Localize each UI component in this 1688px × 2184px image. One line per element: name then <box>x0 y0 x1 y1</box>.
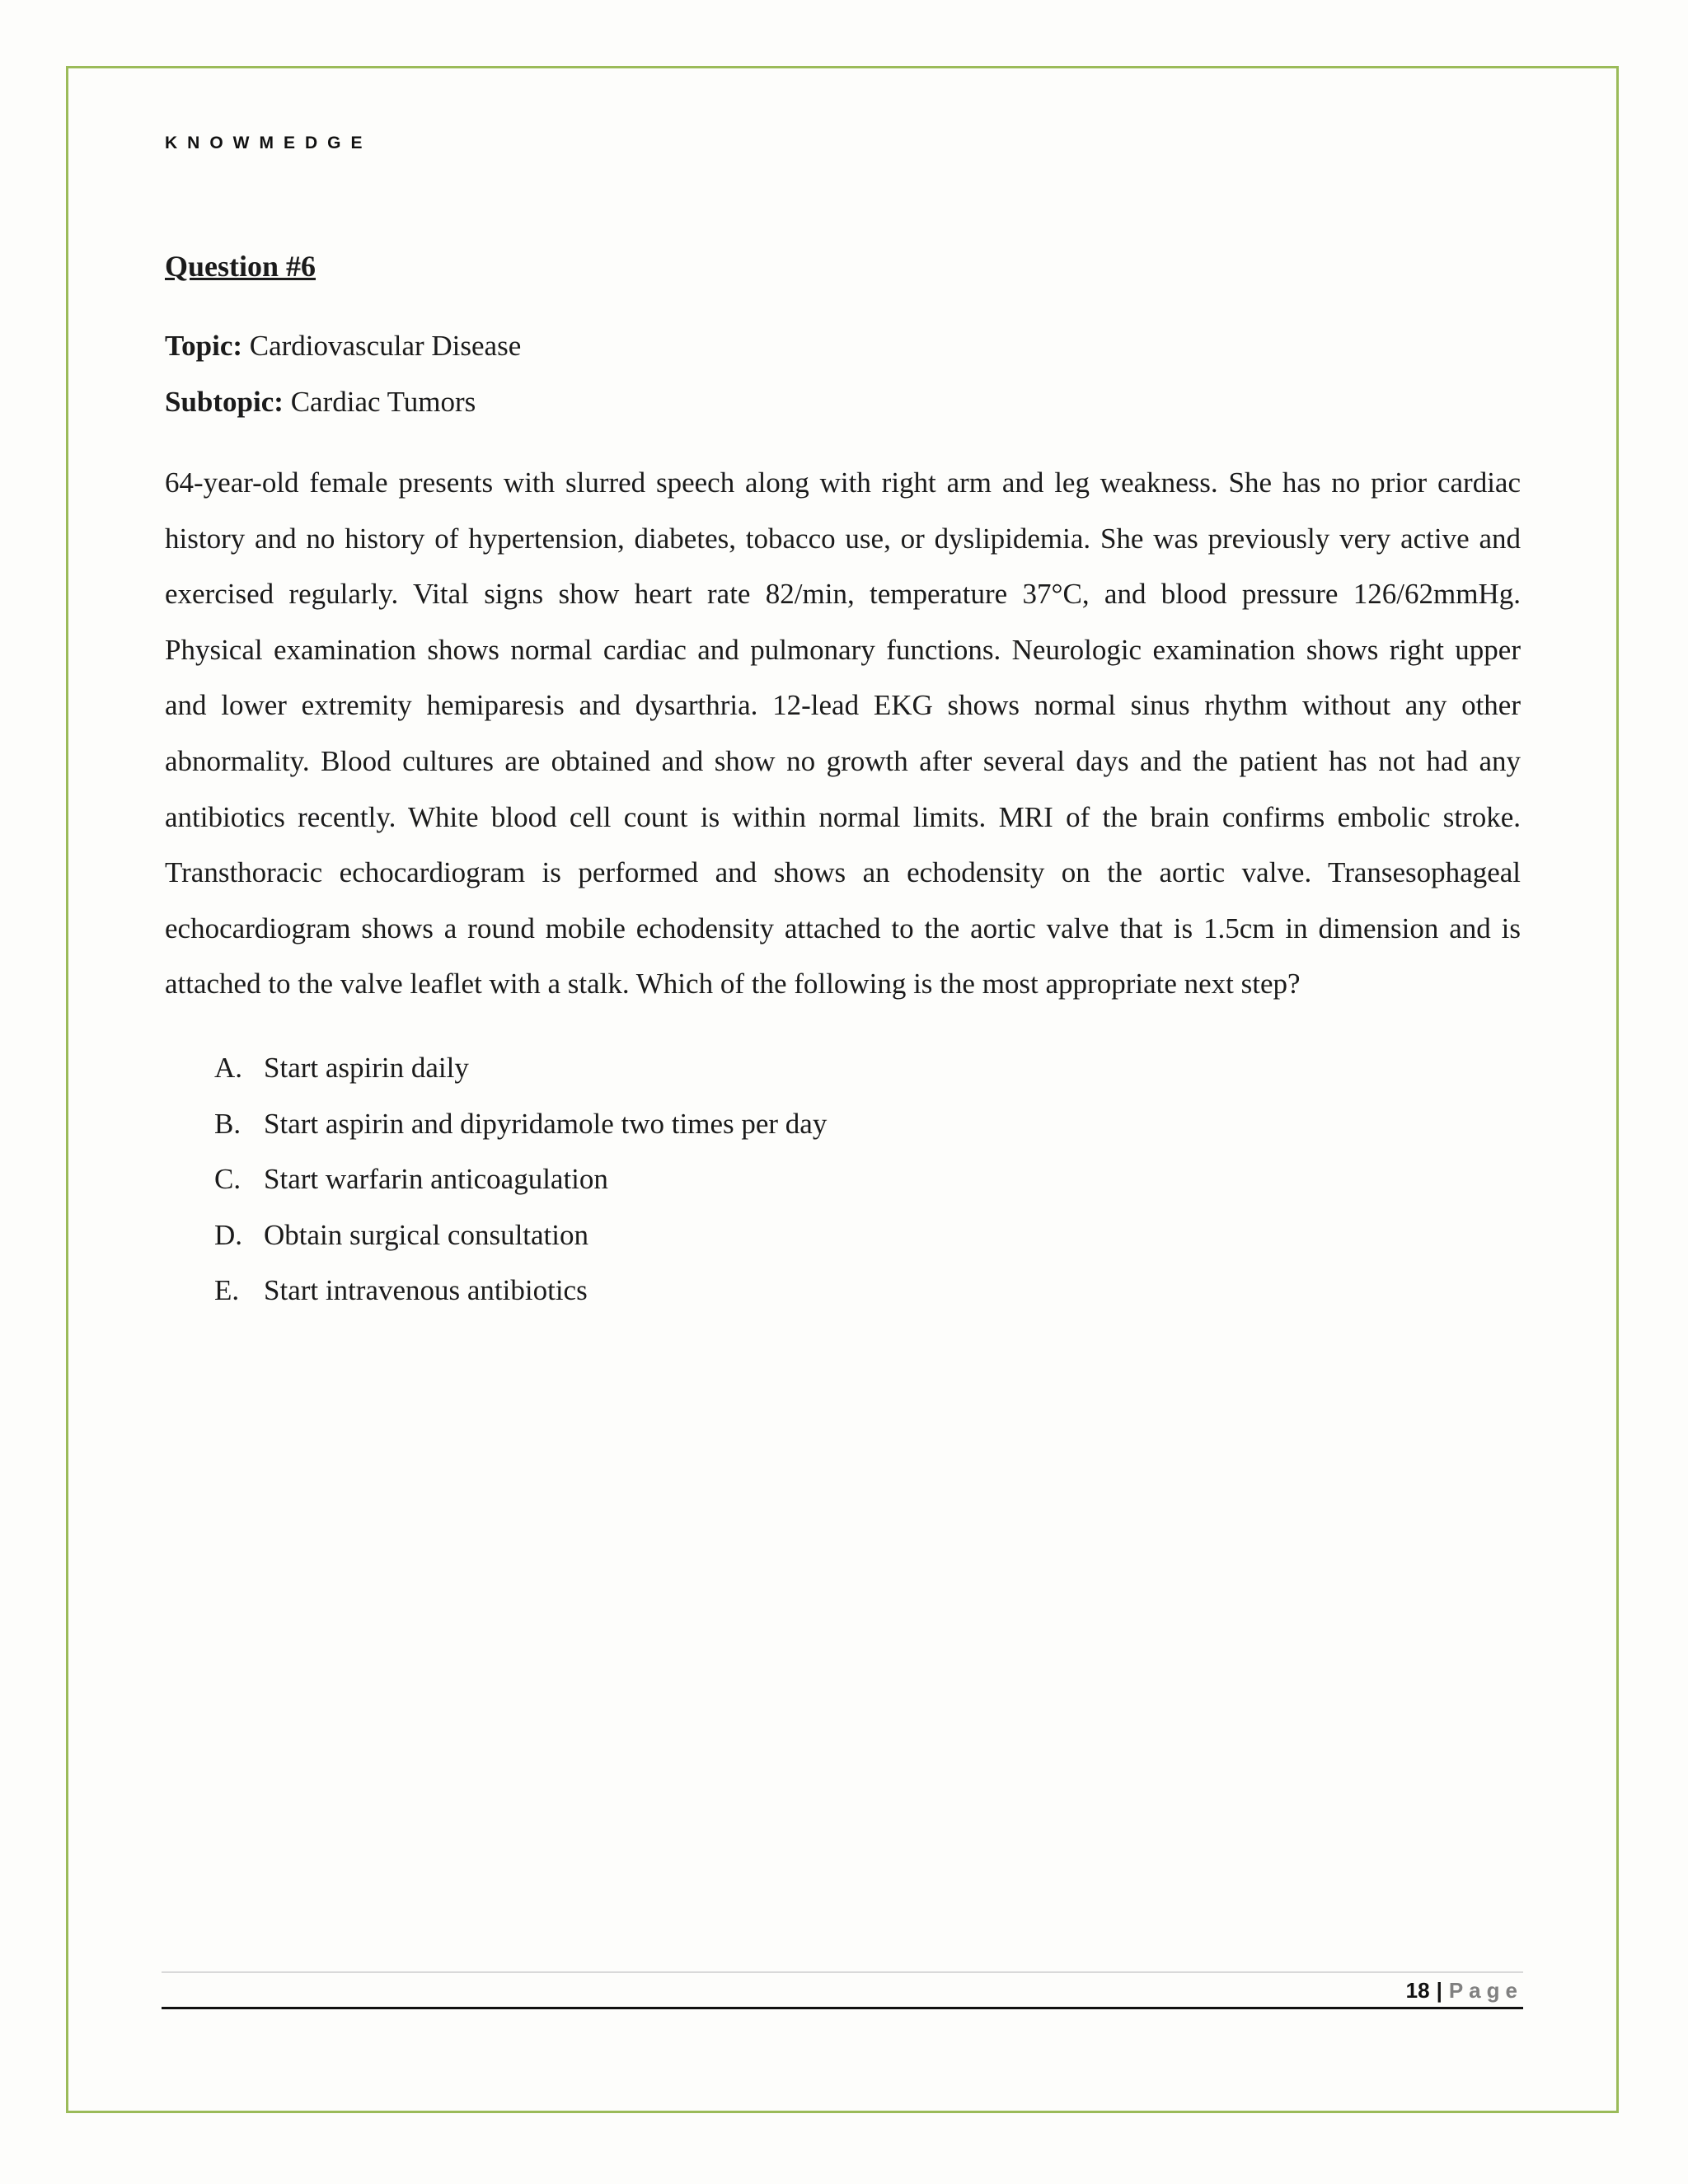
answer-option-a[interactable] <box>214 1040 1521 1096</box>
subtopic-label: Subtopic: <box>165 386 284 418</box>
page-separator: | <box>1436 1978 1442 2003</box>
answer-option-c[interactable] <box>214 1151 1521 1207</box>
question-content <box>165 239 1521 1319</box>
option-letter: E. <box>214 1274 240 1307</box>
brand-header: KNOWMEDGE <box>165 134 373 152</box>
topic-label: Topic: <box>165 330 243 362</box>
page-number <box>1406 1978 1523 2004</box>
option-text: Start aspirin and dipyridamole two times per day <box>264 1107 828 1140</box>
answer-options <box>165 1040 1521 1319</box>
answer-option-d[interactable] <box>214 1207 1521 1263</box>
option-text: Obtain surgical consultation <box>264 1218 589 1251</box>
option-text: Start warfarin anticoagulation <box>264 1163 608 1196</box>
option-letter: D. <box>214 1218 243 1251</box>
option-letter: A. <box>214 1051 243 1084</box>
option-letter: C. <box>214 1163 241 1196</box>
subtopic-line <box>165 374 1521 430</box>
footer-divider-light <box>162 1971 1523 1973</box>
subtopic-value: Cardiac Tumors <box>290 386 476 418</box>
option-letter: B. <box>214 1107 241 1140</box>
topic-value: Cardiovascular Disease <box>249 330 522 362</box>
topic-line <box>165 318 1521 374</box>
page-word: Page <box>1448 1978 1523 2003</box>
page-number-value: 18 <box>1405 1978 1430 2003</box>
question-title: Question #6 <box>165 250 316 283</box>
question-stem: 64-year-old female presents with slurred speech along with right arm and leg weakness. She has no prior cardiac history and no history of hypertension, diabetes, tobacco use, or dyslipidemia. She was previously very active and exercised regularly. Vital signs show heart rate 82/min, temperature 37°C, and blood pressure 126/62mmHg. Physical examination shows normal cardiac and pulmonary functions. Neurologic examination shows right upper and lower extremity hemiparesis and dysarthria. 12-lead EKG shows normal sinus rhythm without any other abnormality. Blood cultures are obtained and show no growth after several days and the patient has not had any antibiotics recently. White blood cell count is within normal limits. MRI of the brain confirms embolic stroke. Transthoracic echocardiogram is performed and shows an echodensity on the aortic valve. Transesophageal echocardiogram shows a round mobile echodensity attached to the aortic valve that is 1.5cm in dimension and is attached to the valve leaflet with a stalk. Which of the following is the most appropriate next step? <box>165 466 1521 1001</box>
option-text: Start aspirin daily <box>264 1051 469 1084</box>
answer-option-e[interactable] <box>214 1263 1521 1319</box>
option-text: Start intravenous antibiotics <box>264 1274 588 1307</box>
footer-divider-dark <box>162 2007 1523 2009</box>
answer-option-b[interactable] <box>214 1096 1521 1152</box>
